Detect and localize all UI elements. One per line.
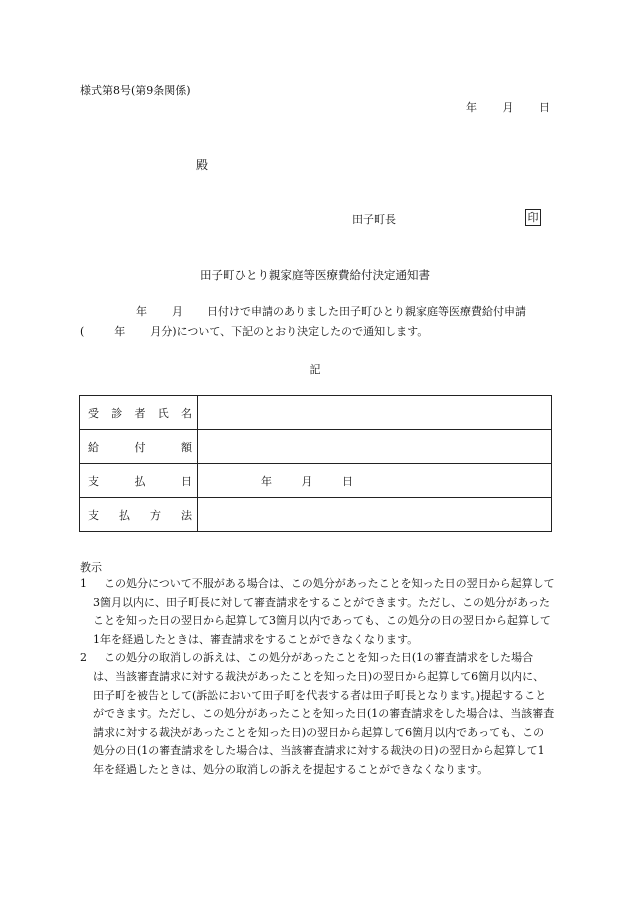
item-text: この処分について不服がある場合は、この処分があったことを知った日の翌日から起算して3箇月以内に、田子町長に対して審査請求をすることができます。ただし、この処分があったことを知った日の翌日から起算して3箇月以内であっても、この処分の日の翌日から起算して1年を経過したときは、審査請求をすることができなくなります。 [93,577,555,646]
payment-date-month: 月 [301,474,313,488]
body-year-label: 年 [136,305,147,318]
date-day-label: 日 [539,101,550,114]
issue-date [444,99,550,115]
instructions-list [80,575,555,780]
recipient-name-label: 受 診 者 氏 名 [80,396,198,430]
issuer-name: 田子町長 [352,213,396,226]
benefit-amount-label: 給 付 額 [80,430,198,464]
instructions-title: 教示 [80,561,102,574]
item-number: 2 [80,651,87,665]
body-year-label-2: 年 [114,325,126,338]
addressee-honorific: 殿 [196,158,209,172]
body-text-1: 日付けで申請のありました田子町ひとり親家庭等医療費給付申請 [207,305,526,318]
body-month-label: 月 [172,305,183,318]
details-table [79,395,552,532]
item-number: 1 [80,577,87,590]
body-text-2: 月分)について、下記のとおり決定したので通知します。 [150,325,429,338]
table-row [80,464,552,498]
date-year-label: 年 [466,101,477,114]
body-line-1 [80,303,526,319]
benefit-amount-field [198,430,552,464]
document-title: 田子町ひとり親家庭等医療費給付決定通知書 [200,268,430,282]
payment-date-field [198,464,552,498]
body-line-2 [80,323,428,339]
seal-mark: 印 [525,209,541,226]
table-row [80,430,552,464]
body-open-paren: ( [80,325,85,338]
ki-heading: 記 [309,363,321,376]
list-item [80,575,555,649]
payment-method-label: 支 払 方 法 [80,498,198,532]
payment-date-year: 年 [261,474,272,488]
payment-method-field [198,498,552,532]
list-item [80,649,555,779]
item-text: この処分の取消しの訴えは、この処分があったことを知った日(1の審査請求をした場合は、当該審査請求に対する裁決があったことを知った日)の翌日から起算して6箇月以内に、田子町を被告として(訴訟において田子町を代表する者は田子町長となります。)提起することができます。ただし、この処分があったことを知った日(1の審査請求をした場合は、当該審査請求に対する裁決があったことを知った日)の翌日から起算して6箇月以内であっても、この処分の日(1の審査請求をした場合は、当該審査請求に対する裁決の日)の翌日から起算して1年を経過したときは、処分の取消しの訴えを提起することができなくなります。 [93,651,555,776]
payment-date-day: 日 [342,474,353,488]
recipient-name-field [198,396,552,430]
table-row [80,396,552,430]
table-row [80,498,552,532]
date-month-label: 月 [502,101,514,114]
form-number: 様式第8号(第9条関係) [80,84,191,97]
payment-date-label: 支 払 日 [80,464,198,498]
